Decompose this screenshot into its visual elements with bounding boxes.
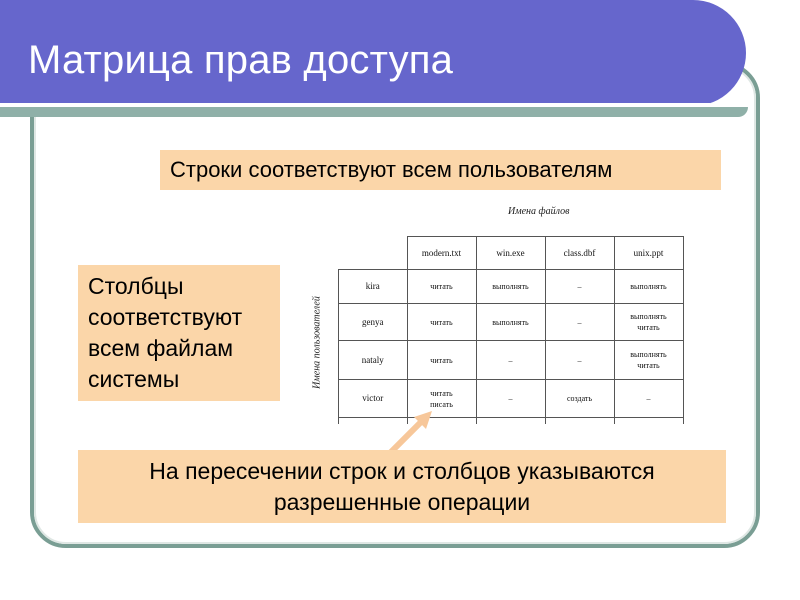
matrix-user-name: nataly [339,341,408,380]
title-underline [0,103,710,107]
matrix-user-name: victor [339,380,408,418]
matrix-tail-cell [545,418,614,425]
matrix-row [339,380,684,418]
matrix-cell: создать [545,380,614,418]
matrix-cell: читать [407,304,476,341]
slide-title: Матрица прав доступа [28,38,454,82]
matrix-column-header: modern.txt [407,237,476,270]
matrix-row [339,270,684,304]
matrix-tail-cell [339,418,408,425]
matrix-cell: выполнять читать [614,341,683,380]
matrix-cell: – [614,380,683,418]
matrix-header-row [339,237,684,270]
matrix-row [339,341,684,380]
matrix-tail-row [339,418,684,425]
matrix-column-header: unix.ppt [614,237,683,270]
matrix-user-name: kira [339,270,408,304]
intersection-callout [78,450,726,523]
matrix-cell: – [545,341,614,380]
users-caption: Имена пользователей [311,296,323,389]
matrix-user-name: genya [339,304,408,341]
rows-callout: Строки соответствуют всем пользователям [160,150,721,190]
matrix-tail-cell [476,418,545,425]
matrix-tail-cell [614,418,683,425]
matrix-cell: выполнять [614,270,683,304]
files-caption: Имена файлов [508,206,570,217]
matrix-corner-cell [339,237,408,270]
access-matrix-table [338,236,684,424]
matrix-cell: читать [407,341,476,380]
matrix-cell: выполнять [476,304,545,341]
matrix-cell: выполнять [476,270,545,304]
columns-callout-line: всем файлам [88,335,234,361]
matrix-cell: читать [407,270,476,304]
title-bar [0,0,746,106]
intersection-callout-line: На пересечении строк и столбцов указываются [149,458,655,484]
columns-callout-line: системы [88,366,180,392]
columns-callout-line: соответствуют [88,304,243,330]
matrix-column-header: class.dbf [545,237,614,270]
columns-callout [78,265,280,401]
matrix-cell: читать писать [407,380,476,418]
matrix-column-header: win.exe [476,237,545,270]
columns-callout-line: Столбцы [88,273,184,299]
matrix-cell: выполнять читать [614,304,683,341]
matrix-cell: – [545,304,614,341]
matrix-cell: – [476,380,545,418]
matrix-cell: – [545,270,614,304]
matrix-cell: – [476,341,545,380]
matrix-row [339,304,684,341]
matrix-tail-cell [407,418,476,425]
intersection-callout-line: разрешенные операции [273,489,531,515]
